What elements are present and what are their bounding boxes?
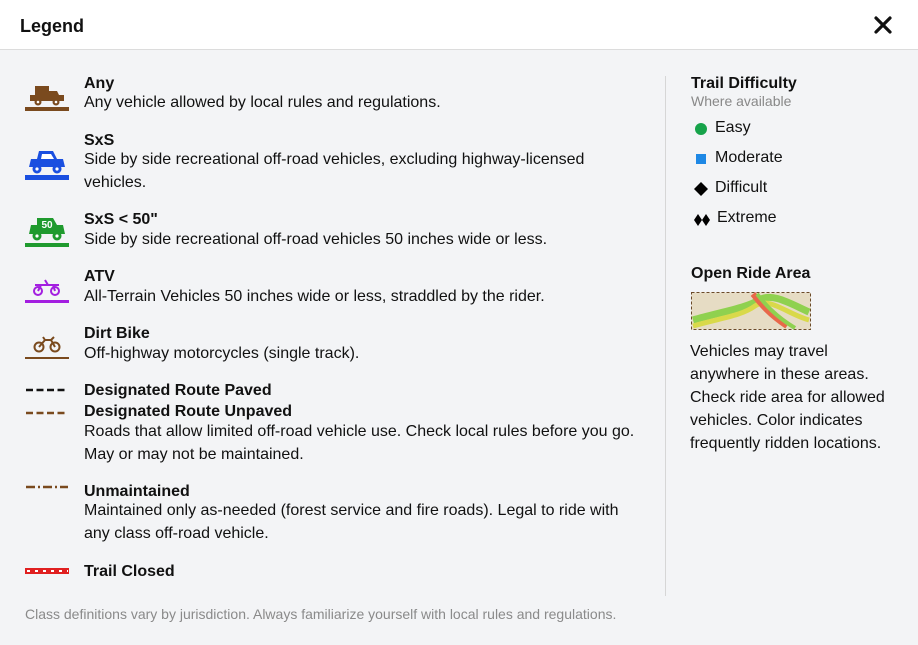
- trail-closed-name: Trail Closed: [84, 563, 175, 580]
- difficulty-label: Extreme: [717, 209, 777, 226]
- column-divider: [665, 76, 666, 596]
- difficulty-label: Easy: [715, 119, 751, 136]
- difficulty-label: Moderate: [715, 149, 783, 166]
- trail-closed-line-icon: [25, 567, 69, 575]
- open-ride-area-swatch-icon: [691, 292, 811, 330]
- trail-difficulty-subtitle: Where available: [691, 93, 792, 109]
- double-black-diamond-icon: [693, 212, 711, 228]
- vehicle-name: Dirt Bike: [84, 325, 150, 342]
- jeep-icon: [25, 82, 69, 112]
- paved-route-name: Designated Route Paved: [84, 382, 272, 399]
- unmaintained-line-icon: [25, 485, 69, 489]
- vehicle-desc: Side by side recreational off-road vehicles 50 inches wide or less.: [84, 231, 548, 248]
- vehicle-name: ATV: [84, 268, 115, 285]
- dirt-bike-icon: [25, 333, 69, 361]
- footer-note: Class definitions vary by jurisdiction. Always familiarize yourself with local rules and regulations.: [25, 606, 617, 622]
- sxs-50-badge: 50: [41, 220, 53, 231]
- unmaintained-name: Unmaintained: [84, 483, 190, 500]
- vehicle-desc: All-Terrain Vehicles 50 inches wide or less, straddled by the rider.: [84, 288, 545, 305]
- trail-difficulty-title: Trail Difficulty: [691, 75, 797, 92]
- open-ride-area-title: Open Ride Area: [691, 265, 811, 282]
- paved-route-line-icon: [25, 388, 69, 392]
- black-diamond-icon: [693, 181, 709, 197]
- routes-desc: Roads that allow limited off-road vehicle use. Check local rules before you go. May or may not be maintained.: [84, 423, 635, 463]
- vehicle-desc: Side by side recreational off-road vehicles, excluding highway-licensed vehicles.: [84, 151, 585, 191]
- vehicle-name: SxS: [84, 132, 115, 149]
- vehicle-desc: Any vehicle allowed by local rules and regulations.: [84, 94, 441, 111]
- modal-header: [0, 0, 918, 50]
- difficulty-label: Difficult: [715, 179, 768, 196]
- vehicle-name: Any: [84, 75, 115, 92]
- unmaintained-desc: Maintained only as-needed (forest service and fire roads). Legal to ride with any class off-road vehicle.: [84, 502, 619, 542]
- sxs-icon: [25, 147, 69, 181]
- atv-icon: [25, 276, 69, 306]
- blue-square-icon: [693, 151, 709, 167]
- open-ride-area-desc: Vehicles may travel anywhere in these areas. Check ride area for allowed vehicles. Color indicates frequently ridden locations.: [690, 343, 885, 452]
- unpaved-route-name: Designated Route Unpaved: [84, 403, 293, 420]
- green-circle-icon: [693, 121, 709, 137]
- close-icon[interactable]: [870, 12, 896, 38]
- vehicle-name: SxS < 50": [84, 211, 158, 228]
- vehicle-desc: Off-highway motorcycles (single track).: [84, 345, 360, 362]
- modal-title: Legend: [20, 16, 85, 36]
- unpaved-route-line-icon: [25, 411, 69, 415]
